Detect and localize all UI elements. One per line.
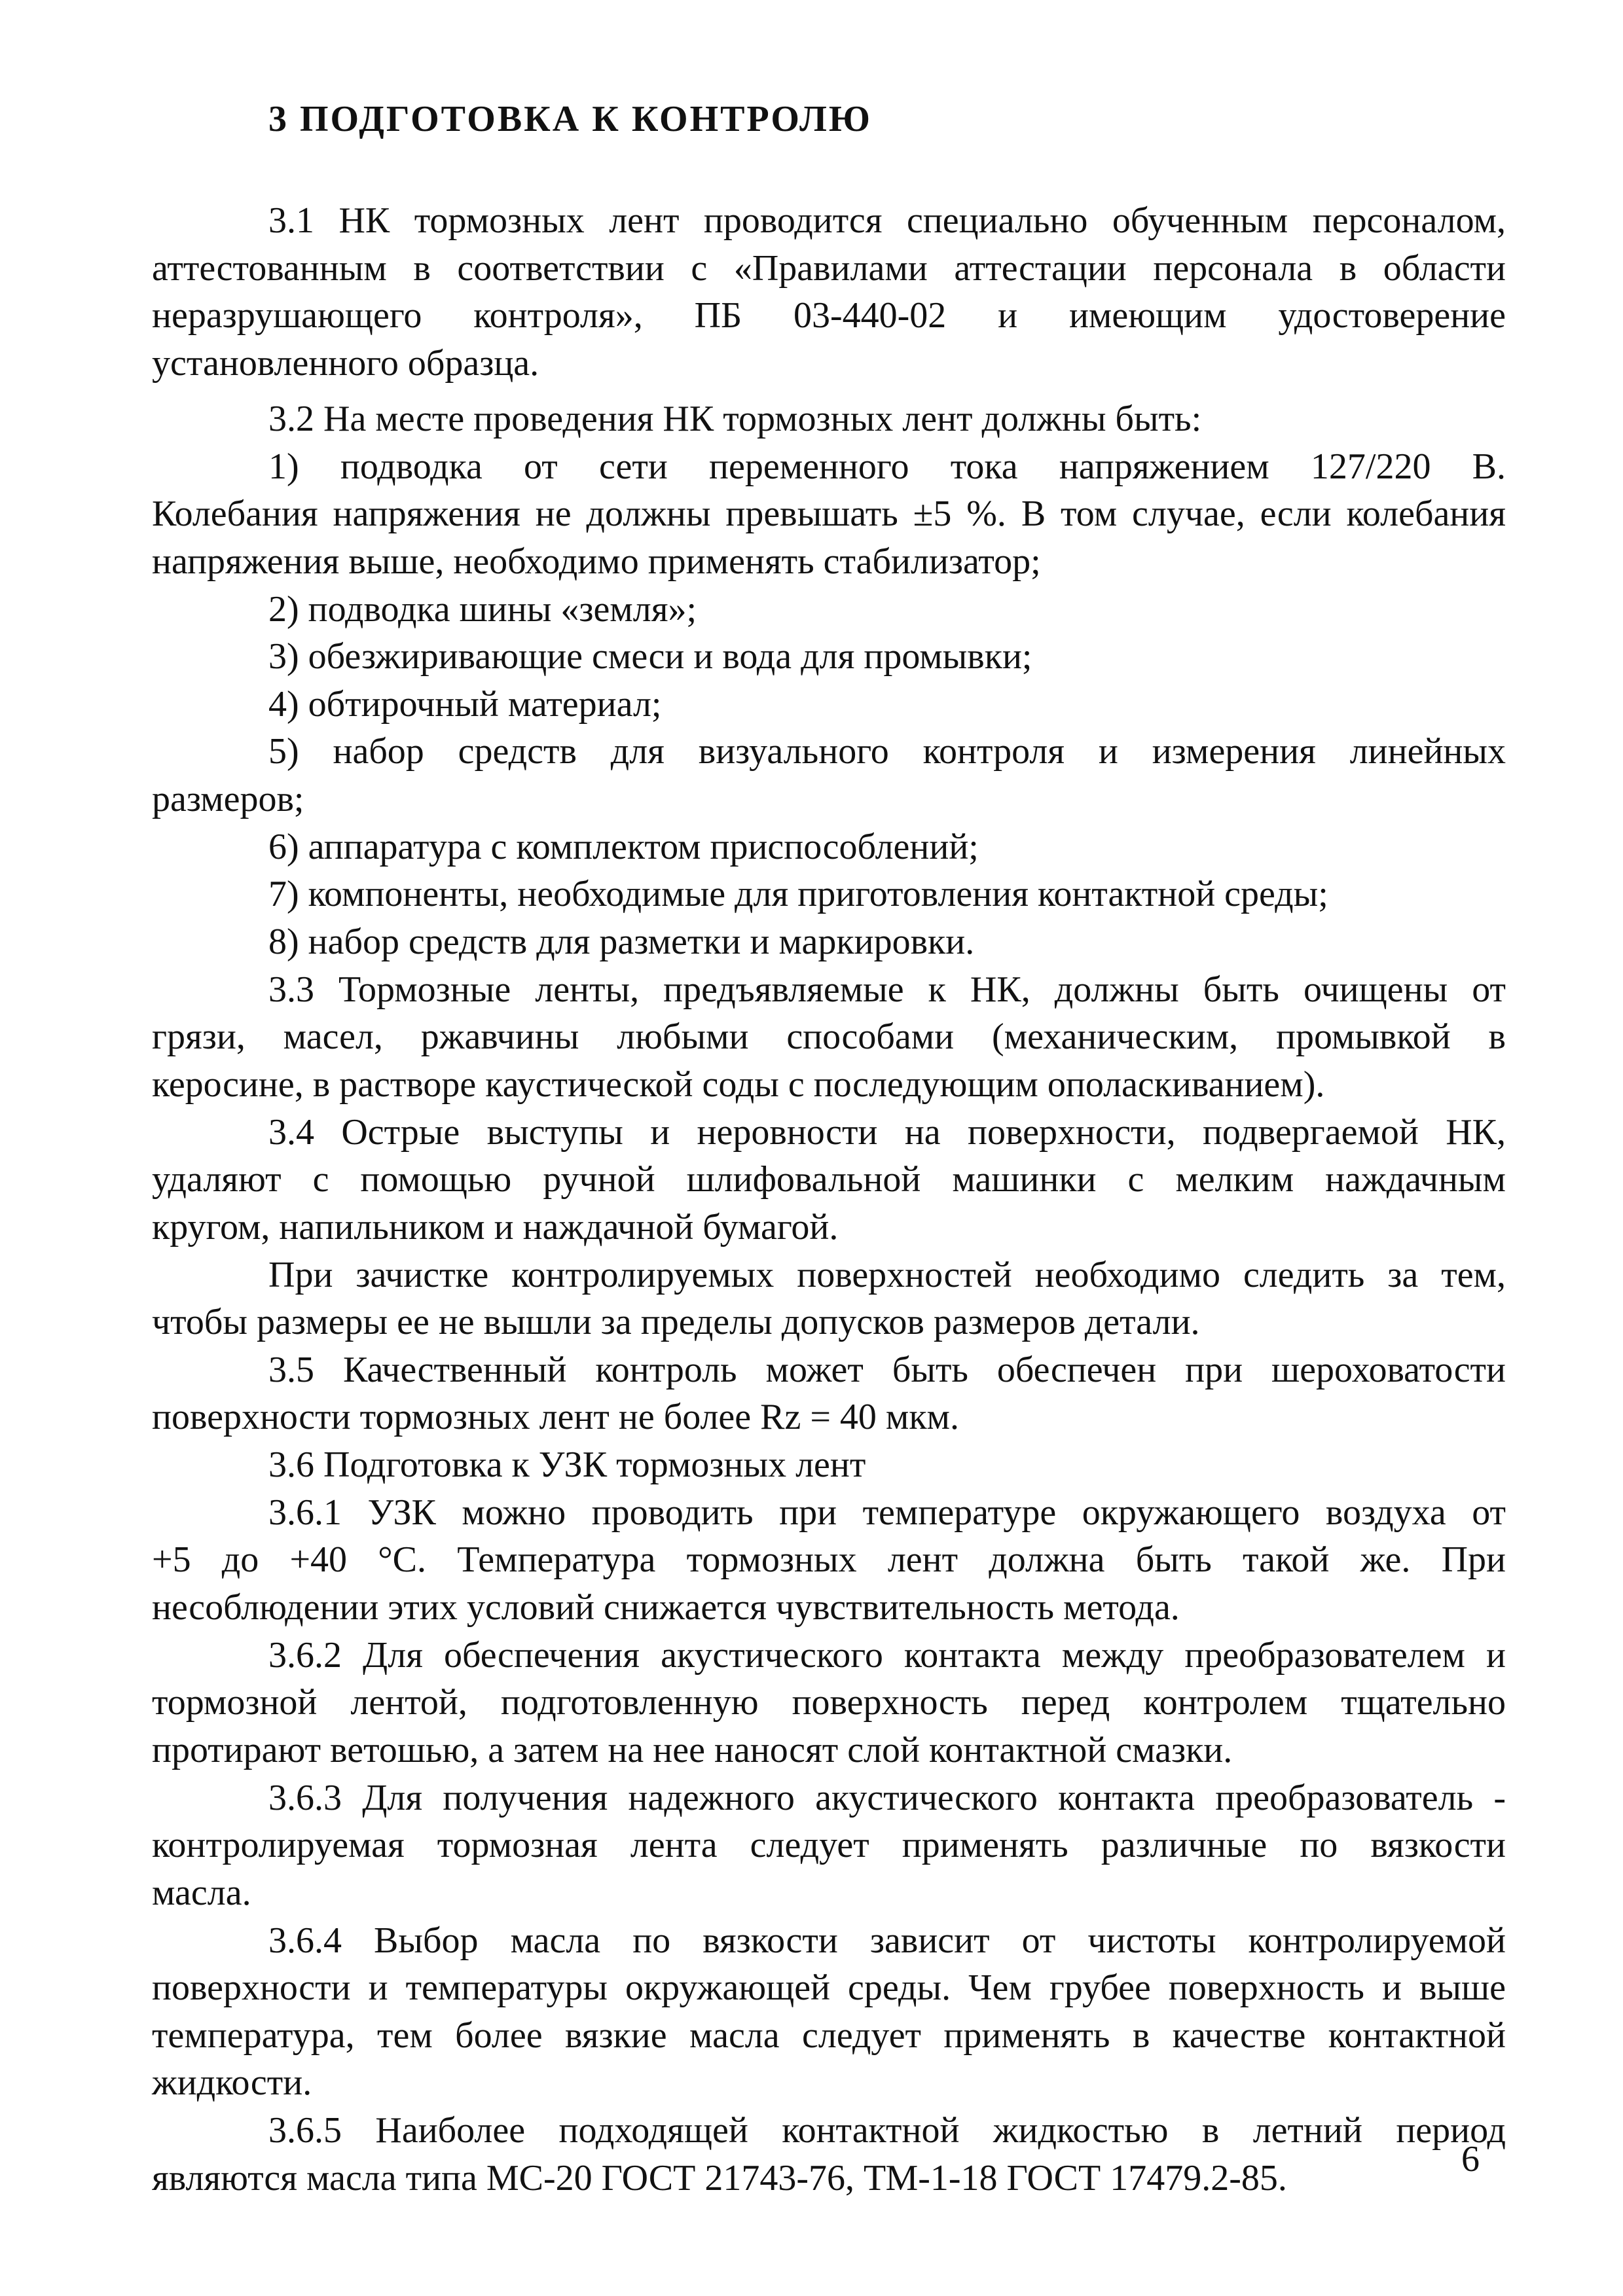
text-line: керосине, в растворе каустической соды с последующим ополаскиванием). [152, 1064, 1325, 1105]
text-line: 2) подводка шины «земля»; [268, 589, 697, 630]
text-line: 3.6.5 Наиболее подходящей контактной жидкостью в летний период [268, 2110, 1506, 2151]
text-line: поверхности и температуры окружающей среды. Чем грубее поверхность и выше [152, 1967, 1506, 2008]
text-line: масла. [152, 1873, 251, 1913]
text-line: являются масла типа МС-20 ГОСТ 21743-76, ТМ-1-18 ГОСТ 17479.2-85. [152, 2158, 1287, 2198]
text-line: протирают ветошью, а затем на нее наносят слой контактной смазки. [152, 1730, 1233, 1770]
text-line: установленного образца. [152, 343, 539, 384]
text-line: кругом, напильником и наждачной бумагой. [152, 1207, 839, 1247]
text-line: 3.6.1 УЗК можно проводить при температуре окружающего воздуха от [268, 1492, 1506, 1533]
text-line: 3) обезжиривающие смеси и вода для промывки; [268, 636, 1032, 677]
text-line: неразрушающего контроля», ПБ 03-440-02 и имеющим удостоверение [152, 295, 1506, 336]
text-line: 1) подводка от сети переменного тока напряжением 127/220 В. [268, 446, 1506, 487]
text-line: несоблюдении этих условий снижается чувствительность метода. [152, 1587, 1180, 1628]
text-line: +5 до +40 °С. Температура тормозных лент должна быть такой же. При [152, 1539, 1506, 1580]
text-line: 6) аппаратура с комплектом приспособлений; [268, 827, 979, 867]
text-line: температура, тем более вязкие масла следует применять в качестве контактной [152, 2015, 1506, 2056]
text-line: При зачистке контролируемых поверхностей необходимо следить за тем, [268, 1255, 1506, 1295]
text-line: 4) обтирочный материал; [268, 684, 662, 725]
text-line: 5) набор средств для визуального контроля и измерения линейных [268, 731, 1506, 772]
text-line: грязи, масел, ржавчины любыми способами (механическим, промывкой в [152, 1016, 1506, 1057]
text-line: чтобы размеры ее не вышли за пределы допусков размеров детали. [152, 1302, 1200, 1342]
text-line: 3.1 НК тормозных лент проводится специально обученным персоналом, [268, 200, 1506, 241]
text-line: 3.3 Тормозные ленты, предъявляемые к НК, должны быть очищены от [268, 969, 1506, 1010]
text-line: Колебания напряжения не должны превышать ±5 %. В том случае, если колебания [152, 493, 1506, 534]
text-line: контролируемая тормозная лента следует применять различные по вязкости [152, 1825, 1506, 1865]
text-line: 3.6 Подготовка к УЗК тормозных лент [268, 1444, 866, 1485]
text-line: 7) компоненты, необходимые для приготовления контактной среды; [268, 874, 1328, 914]
text-line: тормозной лентой, подготовленную поверхность перед контролем тщательно [152, 1682, 1506, 1723]
text-line: аттестованным в соответствии с «Правилами аттестации персонала в области [152, 248, 1506, 289]
text-line: удаляют с помощью ручной шлифовальной машинки с мелким наждачным [152, 1159, 1506, 1200]
text-line: 3.5 Качественный контроль может быть обеспечен при шероховатости [268, 1350, 1506, 1390]
text-line: 3.6.4 Выбор масла по вязкости зависит от чистоты контролируемой [268, 1920, 1506, 1961]
text-line: 3.6.3 Для получения надежного акустического контакта преобразователь - [268, 1778, 1506, 1818]
section-heading: 3 ПОДГОТОВКА К КОНТРОЛЮ [268, 99, 872, 139]
text-line: 8) набор средств для разметки и маркировки. [268, 922, 975, 962]
text-line: напряжения выше, необходимо применять стабилизатор; [152, 541, 1041, 582]
text-line: 3.2 На месте проведения НК тормозных лент должны быть: [268, 399, 1202, 439]
text-line: размеров; [152, 779, 304, 819]
text-line: 3.4 Острые выступы и неровности на поверхности, подвергаемой НК, [268, 1112, 1506, 1153]
text-line: жидкости. [152, 2062, 312, 2103]
text-line: поверхности тормозных лент не более Rz = 40 мкм. [152, 1397, 959, 1437]
text-line: 3.6.2 Для обеспечения акустического контакта между преобразователем и [268, 1635, 1506, 1676]
page-number: 6 [1461, 2139, 1480, 2179]
